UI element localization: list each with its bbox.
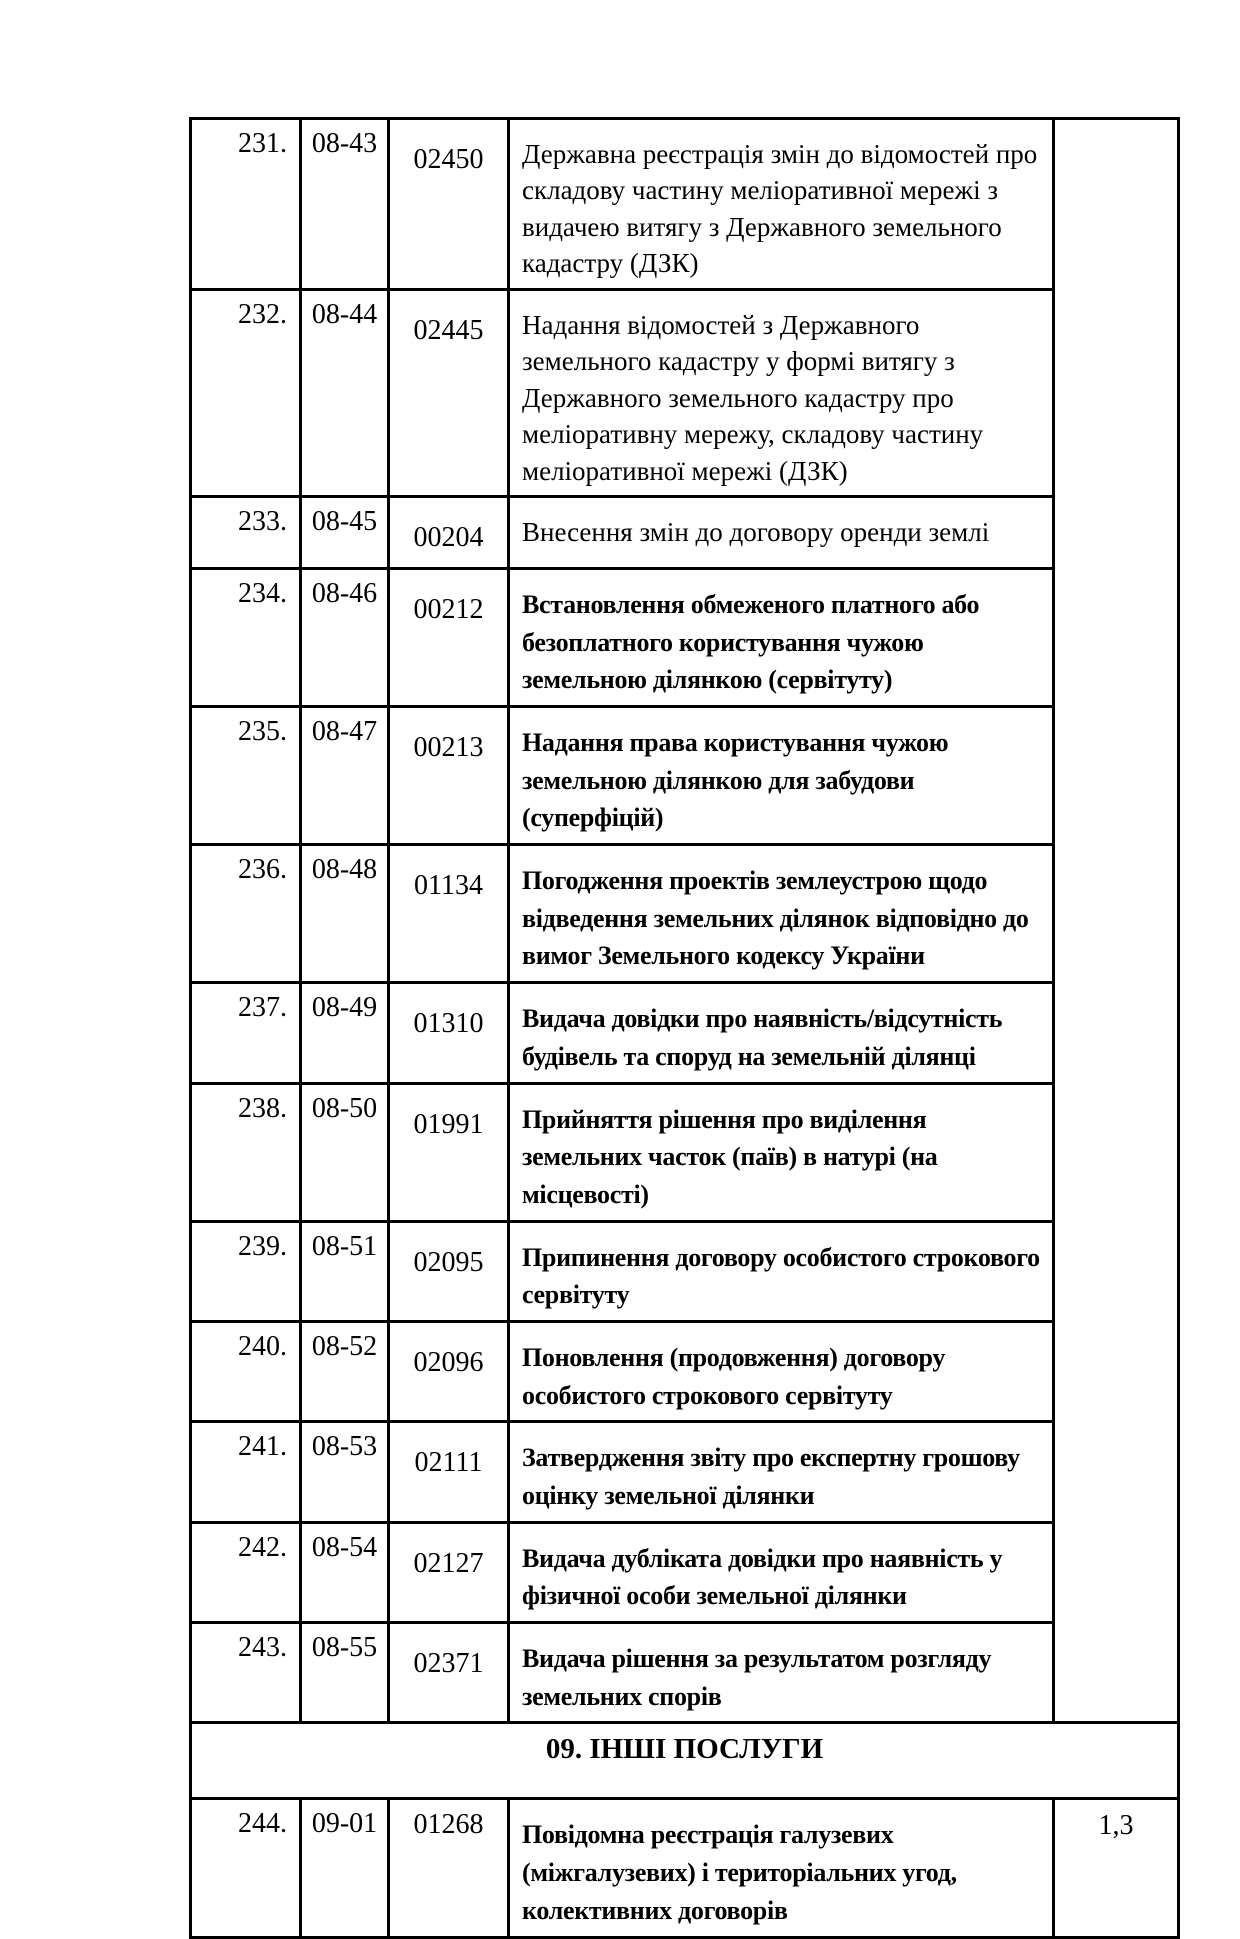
service-code-cell: 01134 bbox=[389, 845, 509, 983]
reg-code-cell: 08-46 bbox=[301, 568, 389, 706]
service-code-cell: 02095 bbox=[389, 1221, 509, 1321]
reg-code-cell: 09-01 bbox=[301, 1799, 389, 1937]
table-row bbox=[191, 983, 1179, 1083]
reg-code-cell: 08-50 bbox=[301, 1083, 389, 1221]
row-number-cell: 244. bbox=[191, 1799, 301, 1937]
row-number-cell: 234. bbox=[191, 568, 301, 706]
service-code-cell: 02371 bbox=[389, 1623, 509, 1723]
row-number-cell: 242. bbox=[191, 1522, 301, 1622]
reg-code-cell: 08-45 bbox=[301, 496, 389, 568]
row-number-cell: 231. bbox=[191, 119, 301, 290]
service-description-cell: Погодження проектів землеустрою щодо відведення земельних ділянок відповідно до вимог Земельного кодексу України bbox=[509, 845, 1054, 983]
service-description-cell: Надання відомостей з Державного земельного кадастру у формі витягу з Державного земельного кадастру про меліоративну мережу, складову частину меліоративної мережі (ДЗК) bbox=[509, 289, 1054, 496]
table-row bbox=[191, 1321, 1179, 1421]
reg-code-cell: 08-51 bbox=[301, 1221, 389, 1321]
service-code-cell: 01268 bbox=[389, 1799, 509, 1937]
service-description-cell: Видача довідки про наявність/відсутність будівель та споруд на земельній ділянці bbox=[509, 983, 1054, 1083]
service-code-cell: 02127 bbox=[389, 1522, 509, 1622]
reg-code-cell: 08-44 bbox=[301, 289, 389, 496]
service-description-cell: Прийняття рішення про виділення земельних часток (паїв) в натурі (на місцевості) bbox=[509, 1083, 1054, 1221]
service-code-cell: 01310 bbox=[389, 983, 509, 1083]
service-description-cell: Внесення змін до договору оренди землі bbox=[509, 496, 1054, 568]
table-row bbox=[191, 289, 1179, 496]
row-number-cell: 237. bbox=[191, 983, 301, 1083]
service-code-cell: 02111 bbox=[389, 1422, 509, 1522]
reg-code-cell: 08-54 bbox=[301, 1522, 389, 1622]
service-code-cell: 02445 bbox=[389, 289, 509, 496]
row-number-cell: 236. bbox=[191, 845, 301, 983]
row-number-cell: 235. bbox=[191, 707, 301, 845]
table-row bbox=[191, 1422, 1179, 1522]
table-row bbox=[191, 1799, 1179, 1937]
service-description-cell: Затвердження звіту про експертну грошову оцінку земельної ділянки bbox=[509, 1422, 1054, 1522]
reg-code-cell: 08-53 bbox=[301, 1422, 389, 1522]
row-number-cell: 232. bbox=[191, 289, 301, 496]
row-number-cell: 241. bbox=[191, 1422, 301, 1522]
section-header-row bbox=[191, 1723, 1179, 1799]
table-row bbox=[191, 707, 1179, 845]
row-number-cell: 239. bbox=[191, 1221, 301, 1321]
table-row bbox=[191, 845, 1179, 983]
table-row bbox=[191, 119, 1179, 290]
service-description-cell: Встановлення обмеженого платного або безоплатного користування чужою земельною ділянкою (сервітуту) bbox=[509, 568, 1054, 706]
row-number-cell: 243. bbox=[191, 1623, 301, 1723]
section-header-label: 09. ІНШІ ПОСЛУГИ bbox=[191, 1723, 1179, 1799]
service-description-cell: Поновлення (продовження) договору особистого строкового сервітуту bbox=[509, 1321, 1054, 1421]
service-code-cell: 00212 bbox=[389, 568, 509, 706]
reg-code-cell: 08-48 bbox=[301, 845, 389, 983]
service-code-cell: 02096 bbox=[389, 1321, 509, 1421]
service-code-cell: 00213 bbox=[389, 707, 509, 845]
table-row bbox=[191, 1083, 1179, 1221]
services-table bbox=[189, 117, 1180, 1939]
reg-code-cell: 08-43 bbox=[301, 119, 389, 290]
service-description-cell: Видача дубліката довідки про наявність у фізичної особи земельної ділянки bbox=[509, 1522, 1054, 1622]
table-row bbox=[191, 496, 1179, 568]
reg-code-cell: 08-47 bbox=[301, 707, 389, 845]
service-code-cell: 00204 bbox=[389, 496, 509, 568]
table-row bbox=[191, 1522, 1179, 1622]
service-description-cell: Повідомна реєстрація галузевих (міжгалузевих) і територіальних угод, колективних договорів bbox=[509, 1799, 1054, 1937]
table-row bbox=[191, 568, 1179, 706]
service-code-cell: 02450 bbox=[389, 119, 509, 290]
table-row bbox=[191, 1221, 1179, 1321]
reg-code-cell: 08-55 bbox=[301, 1623, 389, 1723]
row-number-cell: 238. bbox=[191, 1083, 301, 1221]
reg-code-cell: 08-49 bbox=[301, 983, 389, 1083]
service-code-cell: 01991 bbox=[389, 1083, 509, 1221]
service-description-cell: Видача рішення за результатом розгляду земельних спорів bbox=[509, 1623, 1054, 1723]
service-description-cell: Державна реєстрація змін до відомостей про складову частину меліоративної мережі з видачею витягу з Державного земельного кадастру (ДЗК) bbox=[509, 119, 1054, 290]
fee-note-merged-cell bbox=[1054, 119, 1179, 1723]
reg-code-cell: 08-52 bbox=[301, 1321, 389, 1421]
fee-note-cell: 1,3 bbox=[1054, 1799, 1179, 1937]
row-number-cell: 240. bbox=[191, 1321, 301, 1421]
row-number-cell: 233. bbox=[191, 496, 301, 568]
service-description-cell: Надання права користування чужою земельною ділянкою для забудови (суперфіцій) bbox=[509, 707, 1054, 845]
service-description-cell: Припинення договору особистого строкового сервітуту bbox=[509, 1221, 1054, 1321]
table-row bbox=[191, 1623, 1179, 1723]
